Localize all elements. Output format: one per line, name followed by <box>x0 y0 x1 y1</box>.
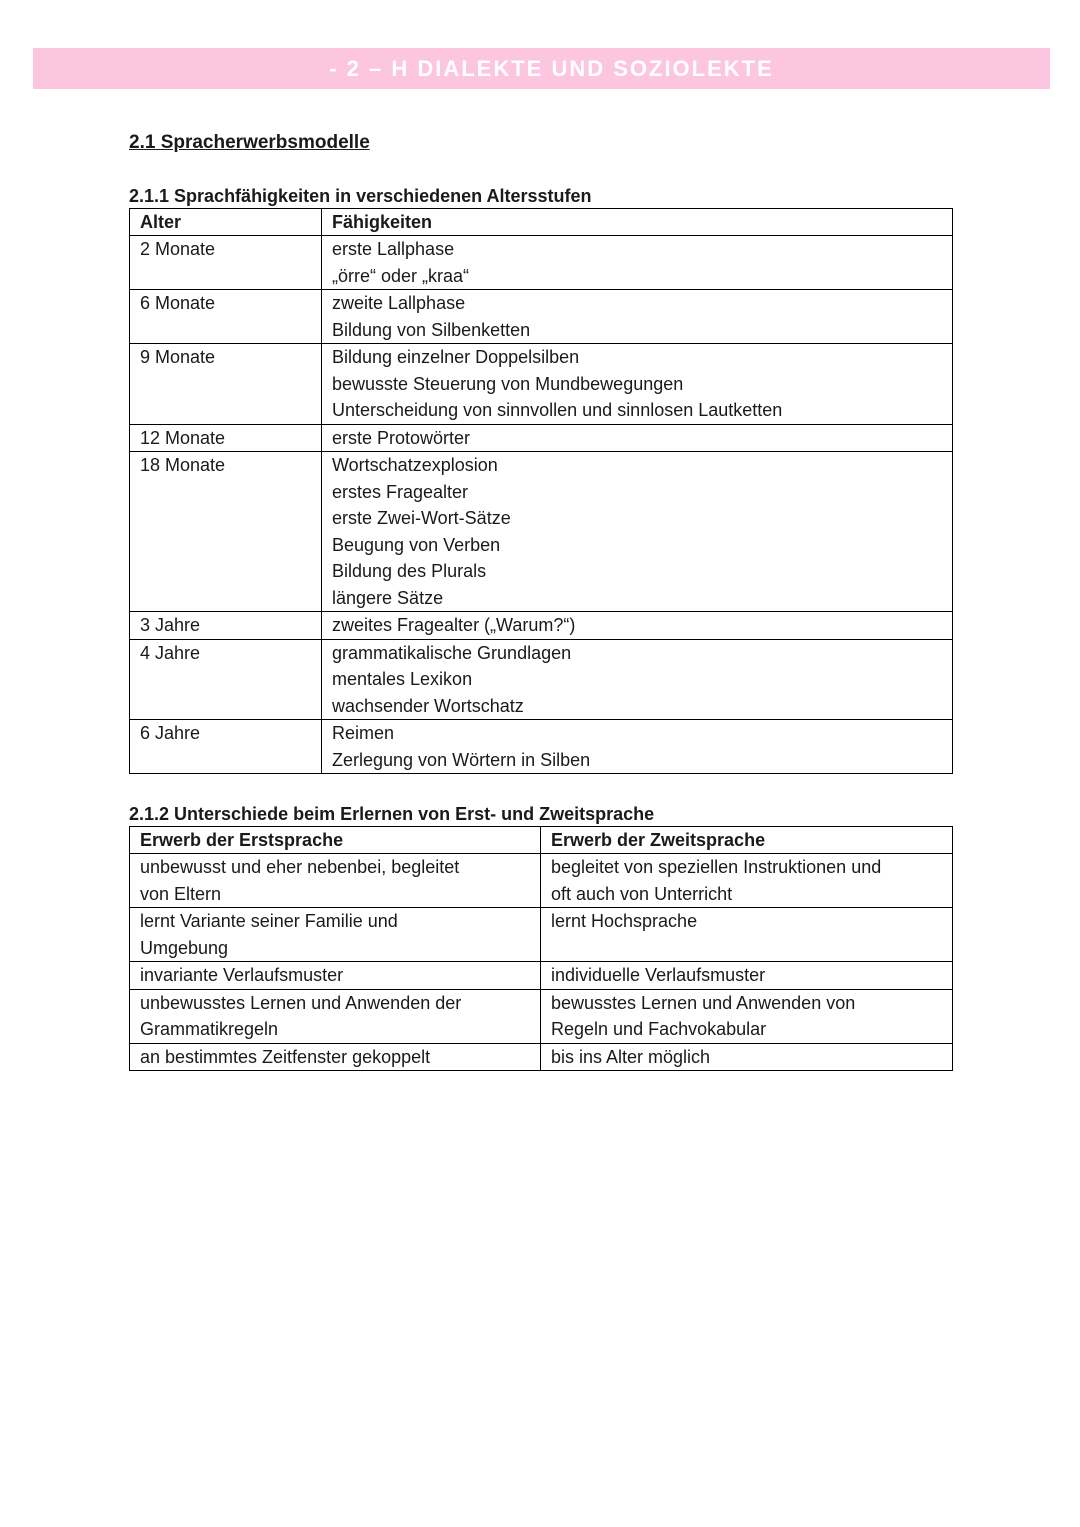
section-title: 2.1 Spracherwerbsmodelle <box>129 132 370 153</box>
age-cell: 12 Monate <box>130 424 322 452</box>
column-header-skills: Fähigkeiten <box>322 209 953 236</box>
first-language-cell <box>130 989 541 1043</box>
age-cell: 4 Jahre <box>130 639 322 720</box>
column-header-second-language: Erwerb der Zweitsprache <box>541 827 953 854</box>
first-language-cell <box>130 908 541 962</box>
table-header-row <box>130 209 953 236</box>
cell-text-line: bewusste Steuerung von Mundbewegungen <box>332 373 684 394</box>
cell-text-line: unbewusstes Lernen und Anwenden der <box>140 992 462 1013</box>
cell-text-line: Reimen <box>332 723 395 743</box>
table1-title: 2.1.1 Sprachfähigkeiten in verschiedenen Altersstufen <box>129 186 592 206</box>
second-language-cell <box>541 908 953 962</box>
cell-text-line: zweite Lallphase <box>332 293 466 313</box>
table-row <box>130 236 953 290</box>
cell-text-line: erste Lallphase <box>332 239 455 259</box>
table-row <box>130 612 953 640</box>
skills-cell <box>322 424 953 452</box>
cell-text-line: erste Protowörter <box>332 427 471 448</box>
skills-cell <box>322 452 953 612</box>
cell-text-line: längere Sätze <box>332 587 444 608</box>
second-language-cell <box>541 962 953 990</box>
cell-text-line: erstes Fragealter <box>332 481 469 502</box>
table-row <box>130 344 953 425</box>
table-row <box>130 908 953 962</box>
first-language-cell <box>130 854 541 908</box>
age-cell: 6 Jahre <box>130 720 322 774</box>
cell-text-line: wachsender Wortschatz <box>332 695 524 716</box>
age-cell: 3 Jahre <box>130 612 322 640</box>
cell-text-line: Bildung von Silbenketten <box>332 319 531 340</box>
column-header-first-language: Erwerb der Erstsprache <box>130 827 541 854</box>
cell-text-line: begleitet von speziellen Instruktionen und <box>551 857 882 877</box>
first-language-cell <box>130 962 541 990</box>
cell-text-line: invariante Verlaufsmuster <box>140 965 344 985</box>
cell-text-line: Umgebung <box>140 937 229 958</box>
cell-text-line: Bildung einzelner Doppelsilben <box>332 347 580 367</box>
cell-text-line: bis ins Alter möglich <box>551 1046 711 1067</box>
language-skills-table-body <box>130 236 953 774</box>
language-acquisition-comparison-table <box>129 826 953 1071</box>
age-cell: 6 Monate <box>130 290 322 344</box>
second-language-cell <box>541 989 953 1043</box>
second-language-cell <box>541 1043 953 1071</box>
skills-cell <box>322 236 953 290</box>
document-content <box>129 130 952 1071</box>
cell-text-line: Regeln und Fachvokabular <box>551 1019 767 1039</box>
cell-text-line: von Eltern <box>140 883 222 904</box>
cell-text-line: zweites Fragealter („Warum?“) <box>332 615 576 635</box>
age-cell: 18 Monate <box>130 452 322 612</box>
cell-text-line: bewusstes Lernen und Anwenden von <box>551 992 856 1013</box>
skills-cell <box>322 720 953 774</box>
age-cell: 2 Monate <box>130 236 322 290</box>
cell-text-line: Zerlegung von Wörtern in Silben <box>332 749 591 770</box>
cell-text-line: oft auch von Unterricht <box>551 883 733 904</box>
table-row <box>130 854 953 908</box>
table-row <box>130 452 953 612</box>
cell-text-line: grammatikalische Grundlagen <box>332 642 572 663</box>
table-row <box>130 290 953 344</box>
table-row <box>130 962 953 990</box>
cell-text-line: mentales Lexikon <box>332 669 473 689</box>
cell-text-line: Beugung von Verben <box>332 534 501 555</box>
table-row <box>130 989 953 1043</box>
skills-cell <box>322 290 953 344</box>
cell-text-line: lernt Hochsprache <box>551 911 698 931</box>
cell-text-line: Wortschatzexplosion <box>332 455 498 475</box>
cell-text-line: Grammatikregeln <box>140 1019 279 1039</box>
cell-text-line: erste Zwei-Wort-Sätze <box>332 508 511 528</box>
table-row <box>130 639 953 720</box>
table-row <box>130 1043 953 1071</box>
first-language-cell <box>130 1043 541 1071</box>
skills-cell <box>322 639 953 720</box>
cell-text-line: individuelle Verlaufsmuster <box>551 965 766 985</box>
age-cell: 9 Monate <box>130 344 322 425</box>
table-header-row <box>130 827 953 854</box>
cell-text-line: Unterscheidung von sinnvollen und sinnlosen Lautketten <box>332 400 783 420</box>
second-language-cell <box>541 854 953 908</box>
page-header-title: - 2 – H DIALEKTE UND SOZIOLEKTE <box>329 55 774 81</box>
column-header-age: Alter <box>130 209 322 236</box>
cell-text-line: Bildung des Plurals <box>332 561 487 581</box>
cell-text-line: lernt Variante seiner Familie und <box>140 911 398 931</box>
language-skills-table <box>129 208 953 774</box>
table2-title: 2.1.2 Unterschiede beim Erlernen von Erst- und Zweitsprache <box>129 804 655 824</box>
cell-text-line: an bestimmtes Zeitfenster gekoppelt <box>140 1046 431 1067</box>
comparison-table-body <box>130 854 953 1071</box>
skills-cell <box>322 344 953 425</box>
cell-text-line: unbewusst und eher nebenbei, begleitet <box>140 857 460 877</box>
header-bar <box>33 48 1050 89</box>
skills-cell <box>322 612 953 640</box>
table-row <box>130 720 953 774</box>
table-row <box>130 424 953 452</box>
cell-text-line: „örre“ oder „kraa“ <box>332 265 470 286</box>
